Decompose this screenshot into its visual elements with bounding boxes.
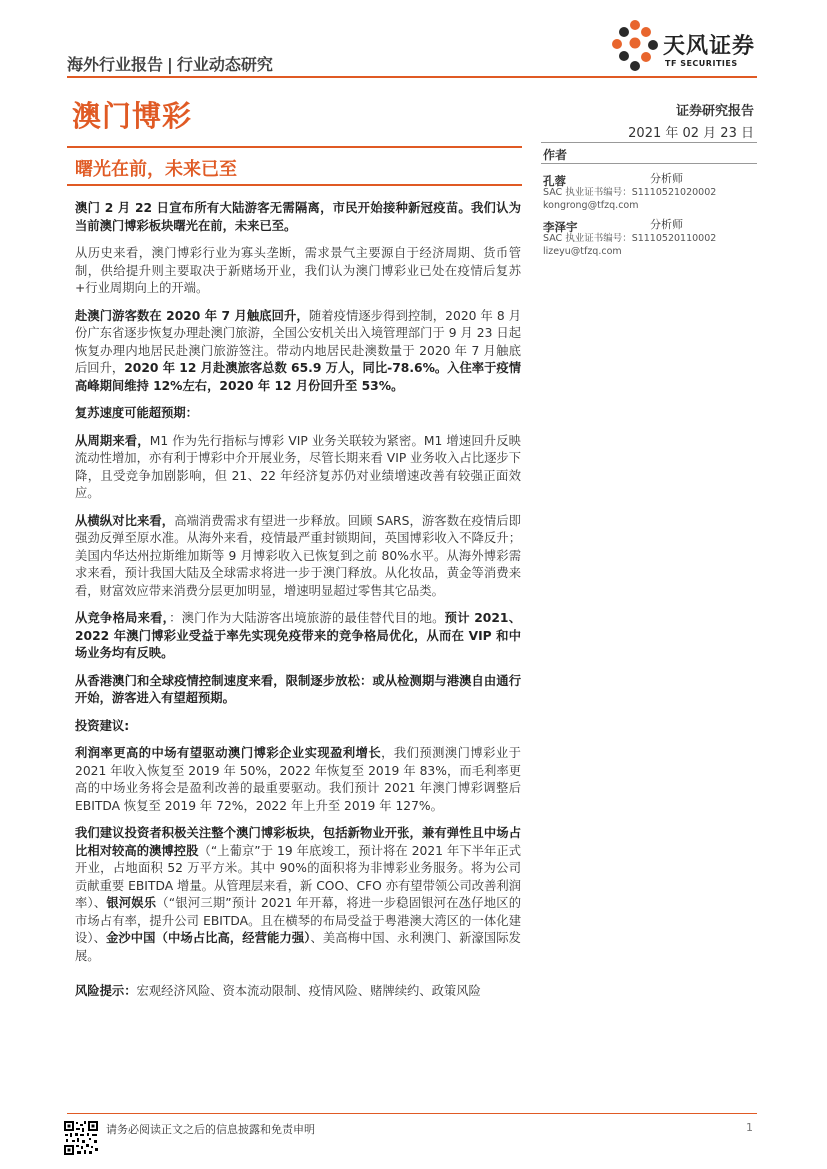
others-text: 、美高梅中国、永利澳门、新濠国际发展。 bbox=[75, 931, 521, 963]
competition-text: ：澳门作为大陆游客出境旅游的最佳替代目的地。 bbox=[169, 611, 445, 625]
report-category: 海外行业报告 bbox=[67, 55, 164, 74]
risk-text: 宏观经济风险、资本流动限制、疫情风险、赌牌续约、政策风险 bbox=[136, 984, 481, 998]
author-name: 孔蓉 bbox=[543, 174, 566, 188]
galaxy-text: （“银河三期”预计 2021 年开幕，将进一步稳固银河在氹仔地区的市场占有率，提升公司 EBITDA。且在横琴的布局受益于粤港澳大湾区的一体化建设）、 bbox=[75, 896, 521, 945]
tourist-text: 随着疫情逐步得到控制，2020 年 8 月份广东省逐步恢复办理赴澳门旅游，全国公安机关出入境管理部门于 9 月 23 日起恢复办理内地居民赴澳门旅游签注。带动内地居民赴澳数量于 2020 年 7 月触底后回升， bbox=[75, 308, 521, 375]
qr-code-icon bbox=[63, 1120, 99, 1156]
profit-paragraph bbox=[75, 745, 521, 815]
investment-heading: 投资建议: bbox=[75, 718, 130, 733]
page-number: 1 bbox=[746, 1121, 753, 1134]
profit-lead: 利润率更高的中场有望驱动澳门博彩企业实现盈利增长 bbox=[75, 746, 382, 760]
sidebar-divider-top bbox=[541, 142, 757, 143]
comparison-text: 高端消费需求有望进一步释放。回顾 SARS，游客数在疫情后即强劲反弹至原水准。从海外来看，疫情最严重封锁期间，英国博彩收入不降反升；美国内华达州拉斯维加斯等 9 月博彩收入已恢复到之前 80%水平。从海外博彩需求来看，预计我国大陆及全球需求将进一步于澳门释放。从化妆品，黄金等消费来看，财富效应带来消费分层更加明显，增速明显超过零售其它品类。 bbox=[75, 513, 521, 598]
company-logo bbox=[611, 19, 761, 73]
report-subcategory: 行业动态研究 bbox=[176, 55, 273, 74]
author-cert: SAC 执业证书编号：S1110521020002 bbox=[543, 187, 717, 198]
comparison-lead: 从横纵对比来看， bbox=[75, 513, 175, 528]
author-card bbox=[543, 216, 758, 258]
tourist-paragraph bbox=[75, 308, 521, 396]
risk-paragraph bbox=[75, 983, 521, 1001]
recommendation-text: （“上葡京”于 19 年底竣工，预计将在 2021 年下半年正式开业，占地面积 52 万平方米。其中 90%的面积将为非博彩业务服务。将为公司贡献重要 EBITDA 增量。从管理层来看，新 COO、CFO 亦有望带领公司改善利润率）、 bbox=[75, 843, 521, 910]
sands-name: 金沙中国（中场占比高，经营能力强） bbox=[106, 931, 311, 945]
summary-paragraph bbox=[75, 200, 521, 235]
tourist-lead: 赴澳门游客数在 2020 年 7 月触底回升， bbox=[75, 308, 309, 323]
galaxy-name: 银河娱乐 bbox=[106, 896, 157, 910]
competition-paragraph bbox=[75, 610, 521, 663]
subtitle-divider bbox=[67, 184, 522, 186]
page-title: 澳门博彩 bbox=[72, 99, 193, 133]
competition-lead: 从竞争格局来看， bbox=[75, 611, 170, 625]
report-type: 证券研究报告 bbox=[675, 104, 754, 119]
cycle-paragraph bbox=[75, 433, 521, 503]
author-role: 分析师 bbox=[650, 218, 683, 231]
report-date: 2021 年 02 月 23 日 bbox=[628, 126, 754, 141]
footer-divider bbox=[67, 1113, 757, 1114]
competition-forecast: 预计 2021、2022 年澳门博彩业受益于率先实现免疫带来的竞争格局优化，从而在 VIP 和中场业务均有反映。 bbox=[75, 611, 521, 660]
footer-disclaimer: 请务必阅读正文之后的信息披露和免责申明 bbox=[106, 1123, 315, 1136]
author-role: 分析师 bbox=[650, 172, 683, 185]
comparison-paragraph bbox=[75, 513, 521, 601]
profit-text: ，我们预测澳门博彩业于 2021 年收入恢复至 2019 年 50%，2022 年恢复至 2019 年 83%，而毛利率更高的中场业务将会是盈利改善的最重要驱动。我们预计 2021 年澳门博彩调整后 EBITDA 恢复至 2019 年 72%，2022 年上升至 2019 年 127%。 bbox=[75, 746, 521, 813]
tourist-stats: 2020 年 12 月赴澳旅客总数 65.9 万人，同比-78.6%。入住率于疫情高峰期间维持 12%左右，2020 年 12 月份回升至 53%。 bbox=[75, 361, 521, 393]
report-body bbox=[75, 200, 521, 1011]
authors-label: 作者 bbox=[543, 148, 568, 162]
summary-text: 澳门 2 月 22 日宣布所有大陆游客无需隔离，市民开始接种新冠疫苗。我们认为当前澳门博彩板块曙光在前，未来已至。 bbox=[75, 201, 521, 233]
cycle-lead: 从周期来看， bbox=[75, 433, 150, 448]
author-email[interactable]: kongrong@tfzq.com bbox=[543, 200, 639, 211]
page-subtitle: 曙光在前，未来已至 bbox=[75, 159, 237, 180]
risk-lead: 风险提示： bbox=[75, 984, 137, 998]
cycle-text: M1 作为先行指标与博彩 VIP 业务关联较为紧密。M1 增速回升反映流动性增加，亦有利于博彩中介开展业务，尽管长期来看 VIP 业务收入占比逐步下降，且受竞争加剧影响，但 21、22 年经济复苏仍对业绩增速改善有较强正面效应。 bbox=[75, 433, 521, 500]
author-name: 李泽宇 bbox=[543, 220, 578, 234]
report-category-header bbox=[67, 52, 273, 75]
author-card bbox=[543, 170, 758, 212]
logo-flower-icon bbox=[611, 19, 661, 73]
recommendation-lead: 我们建议投资者积极关注整个澳门博彩板块，包括新物业开张，兼有弹性且中场占比相对较高的澳博控股 bbox=[75, 826, 521, 858]
recovery-heading: 复苏速度可能超预期： bbox=[75, 406, 198, 420]
title-divider bbox=[67, 146, 522, 148]
pandemic-control-text: 从香港澳门和全球疫情控制速度来看，限制逐步放松：或从检测期与港澳自由通行开始，游客进入有望超预期。 bbox=[75, 673, 521, 705]
logo-english-name: TF SECURITIES bbox=[665, 59, 738, 68]
pandemic-control-paragraph bbox=[75, 673, 521, 708]
author-cert: SAC 执业证书编号：S1110520110002 bbox=[543, 233, 717, 244]
author-email[interactable]: lizeyu@tfzq.com bbox=[543, 246, 622, 257]
recommendation-paragraph bbox=[75, 825, 521, 965]
header-divider bbox=[67, 76, 757, 78]
header-separator: | bbox=[167, 55, 173, 74]
history-paragraph: 从历史来看，澳门博彩行业为寡头垄断，需求景气主要源自于经济周期、货币管制，供给提升则主要取决于新赌场开业，我们认为澳门博彩业已处在疫情后复苏+行业周期向上的开端。 bbox=[75, 246, 521, 295]
sidebar-divider bbox=[541, 163, 757, 164]
logo-name: 天风证券 bbox=[663, 34, 756, 59]
